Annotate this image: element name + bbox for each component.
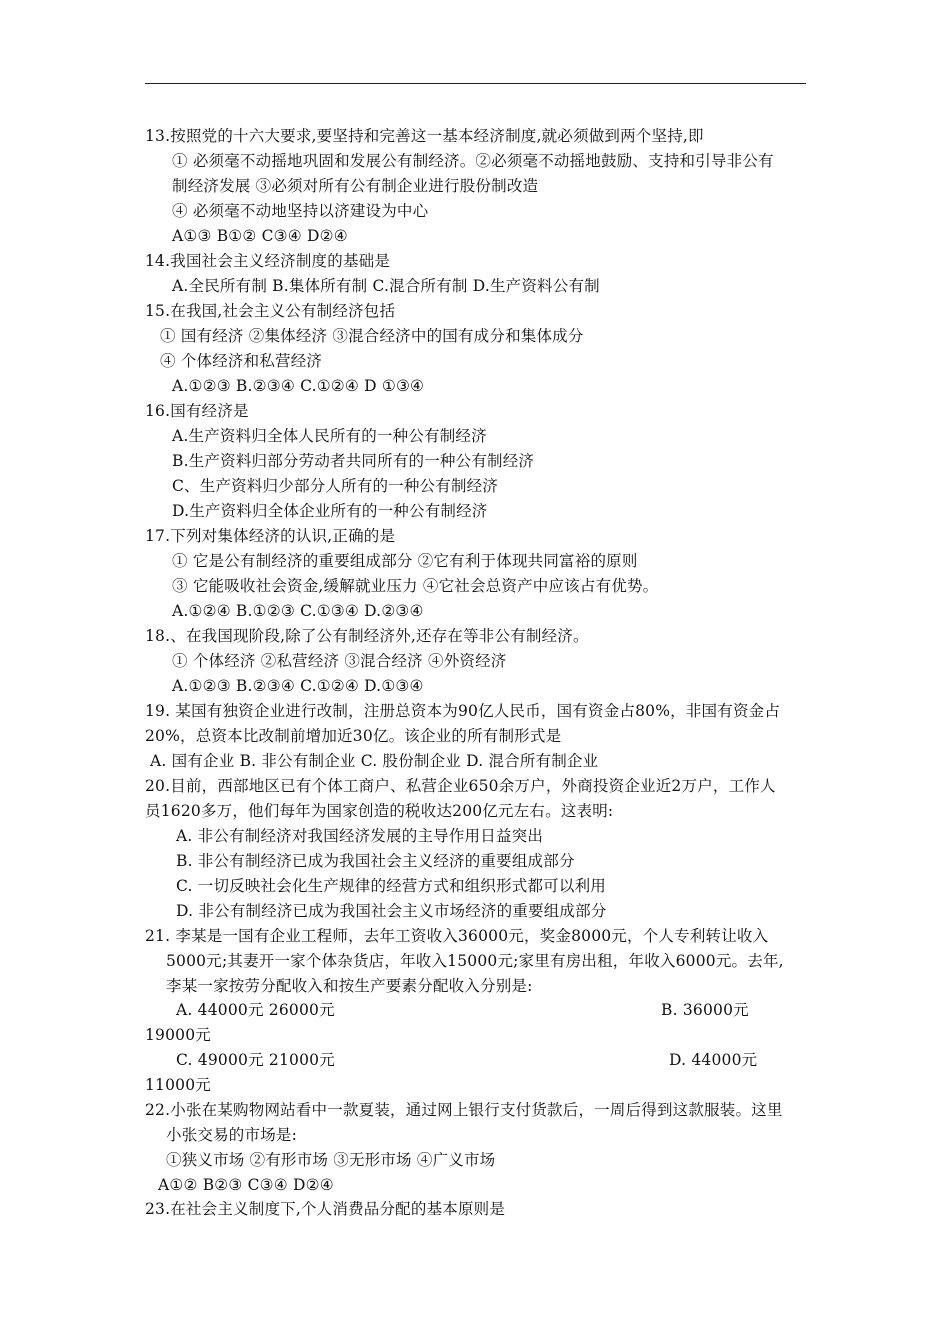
question-18-text: ① 个体经济 ②私营经济 ③混合经济 ④外资经济: [172, 652, 507, 670]
question-17-options: A.①②④ B.①②③ C.①③④ D.②③④: [172, 602, 424, 620]
question-21-stem: 5000元;其妻开一家个体杂货店，年收入15000元;家里有房出租，年收入6000元。去年,: [166, 952, 784, 970]
question-16-stem: 16.国有经济是: [145, 402, 249, 420]
question-18-options: A.①②③ B.②③④ C.①②④ D.①③④: [172, 677, 424, 695]
question-17-text: ③ 它能吸收社会资金,缓解就业压力 ④它社会总资产中应该占有优势。: [172, 577, 659, 595]
header-rule: [145, 83, 806, 84]
question-15-stem: 15.在我国,社会主义公有制经济包括: [145, 302, 396, 320]
question-22-stem: 22.小张在某购物网站看中一款夏装，通过网上银行支付货款后，一周后得到这款服装。这里: [145, 1101, 783, 1119]
question-23-stem: 23.在社会主义制度下,个人消费品分配的基本原则是: [145, 1200, 506, 1218]
question-14-stem: 14.我国社会主义经济制度的基础是: [145, 252, 391, 270]
question-20-option-d: D. 非公有制经济已成为我国社会主义市场经济的重要组成部分: [176, 902, 607, 920]
question-22-text: ①狭义市场 ②有形市场 ③无形市场 ④广义市场: [166, 1151, 496, 1169]
question-13-text: 制经济发展 ③必须对所有公有制企业进行股份制改造: [172, 177, 539, 195]
question-18-stem: 18.、在我国现阶段,除了公有制经济外,还存在等非公有制经济。: [145, 627, 589, 645]
question-20-stem: 20.目前，西部地区已有个体工商户、私营企业650余万户，外商投资企业近2万户，工作人: [145, 777, 776, 795]
question-21-stem: 李某一家按劳分配收入和按生产要素分配收入分别是:: [166, 977, 533, 995]
question-16-option-b: B.生产资料归部分劳动者共同所有的一种公有制经济: [172, 452, 535, 470]
question-21-option-d: D. 44000元: [669, 1051, 758, 1069]
question-21-option-b: B. 36000元: [661, 1001, 749, 1019]
question-13-options: A①③ B①② C③④ D②④: [172, 227, 348, 245]
question-13-text: ① 必须毫不动摇地巩固和发展公有制经济。②必须毫不动摇地鼓励、支持和引导非公有: [172, 152, 774, 170]
question-22-options: A①② B②③ C③④ D②④: [158, 1176, 334, 1194]
question-20-option-c: C. 一切反映社会化生产规律的经营方式和组织形式都可以利用: [176, 877, 606, 895]
question-15-options: A.①②③ B.②③④ C.①②④ D ①③④: [172, 377, 425, 395]
question-17-text: ① 它是公有制经济的重要组成部分 ②它有利于体现共同富裕的原则: [172, 552, 638, 570]
question-14-options: A.全民所有制 B.集体所有制 C.混合所有制 D.生产资料公有制: [172, 277, 600, 295]
question-13-text: ④ 必须毫不动地坚持以济建设为中心: [172, 202, 429, 220]
question-20-option-a: A. 非公有制经济对我国经济发展的主导作用日益突出: [176, 827, 544, 845]
question-20-option-b: B. 非公有制经济已成为我国社会主义经济的重要组成部分: [176, 852, 575, 870]
question-15-text: ④ 个体经济和私营经济: [160, 352, 323, 370]
question-21-option-d-wrap: 11000元: [145, 1076, 212, 1094]
question-19-stem: 19. 某国有独资企业进行改制，注册总资本为90亿人民币，国有资金占80%，非国有资金占: [145, 702, 781, 720]
question-21-option-b-wrap: 19000元: [145, 1026, 212, 1044]
question-13-stem: 13.按照党的十六大要求,要坚持和完善这一基本经济制度,就必须做到两个坚持,即: [145, 127, 704, 145]
question-21-option-c: C. 49000元 21000元: [176, 1051, 335, 1069]
question-16-option-c: C、生产资料归少部分人所有的一种公有制经济: [172, 477, 499, 495]
question-17-stem: 17.下列对集体经济的认识,正确的是: [145, 527, 396, 545]
question-16-option-a: A.生产资料归全体人民所有的一种公有制经济: [172, 427, 487, 445]
question-19-options: A. 国有企业 B. 非公有制企业 C. 股份制企业 D. 混合所有制企业: [150, 752, 599, 770]
question-15-text: ① 国有经济 ②集体经济 ③混合经济中的国有成分和集体成分: [160, 327, 584, 345]
question-20-stem: 员1620多万，他们每年为国家创造的税收达200亿元左右。这表明:: [145, 802, 614, 820]
question-21-stem: 21. 李某是一国有企业工程师，去年工资收入36000元，奖金8000元，个人专利转让收入: [145, 927, 769, 945]
question-19-stem: 20%，总资本比改制前增加近30亿。该企业的所有制形式是: [145, 727, 562, 745]
question-21-option-a: A. 44000元 26000元: [176, 1001, 335, 1019]
question-22-stem: 小张交易的市场是:: [166, 1126, 298, 1144]
question-16-option-d: D.生产资料归全体企业所有的一种公有制经济: [172, 502, 488, 520]
